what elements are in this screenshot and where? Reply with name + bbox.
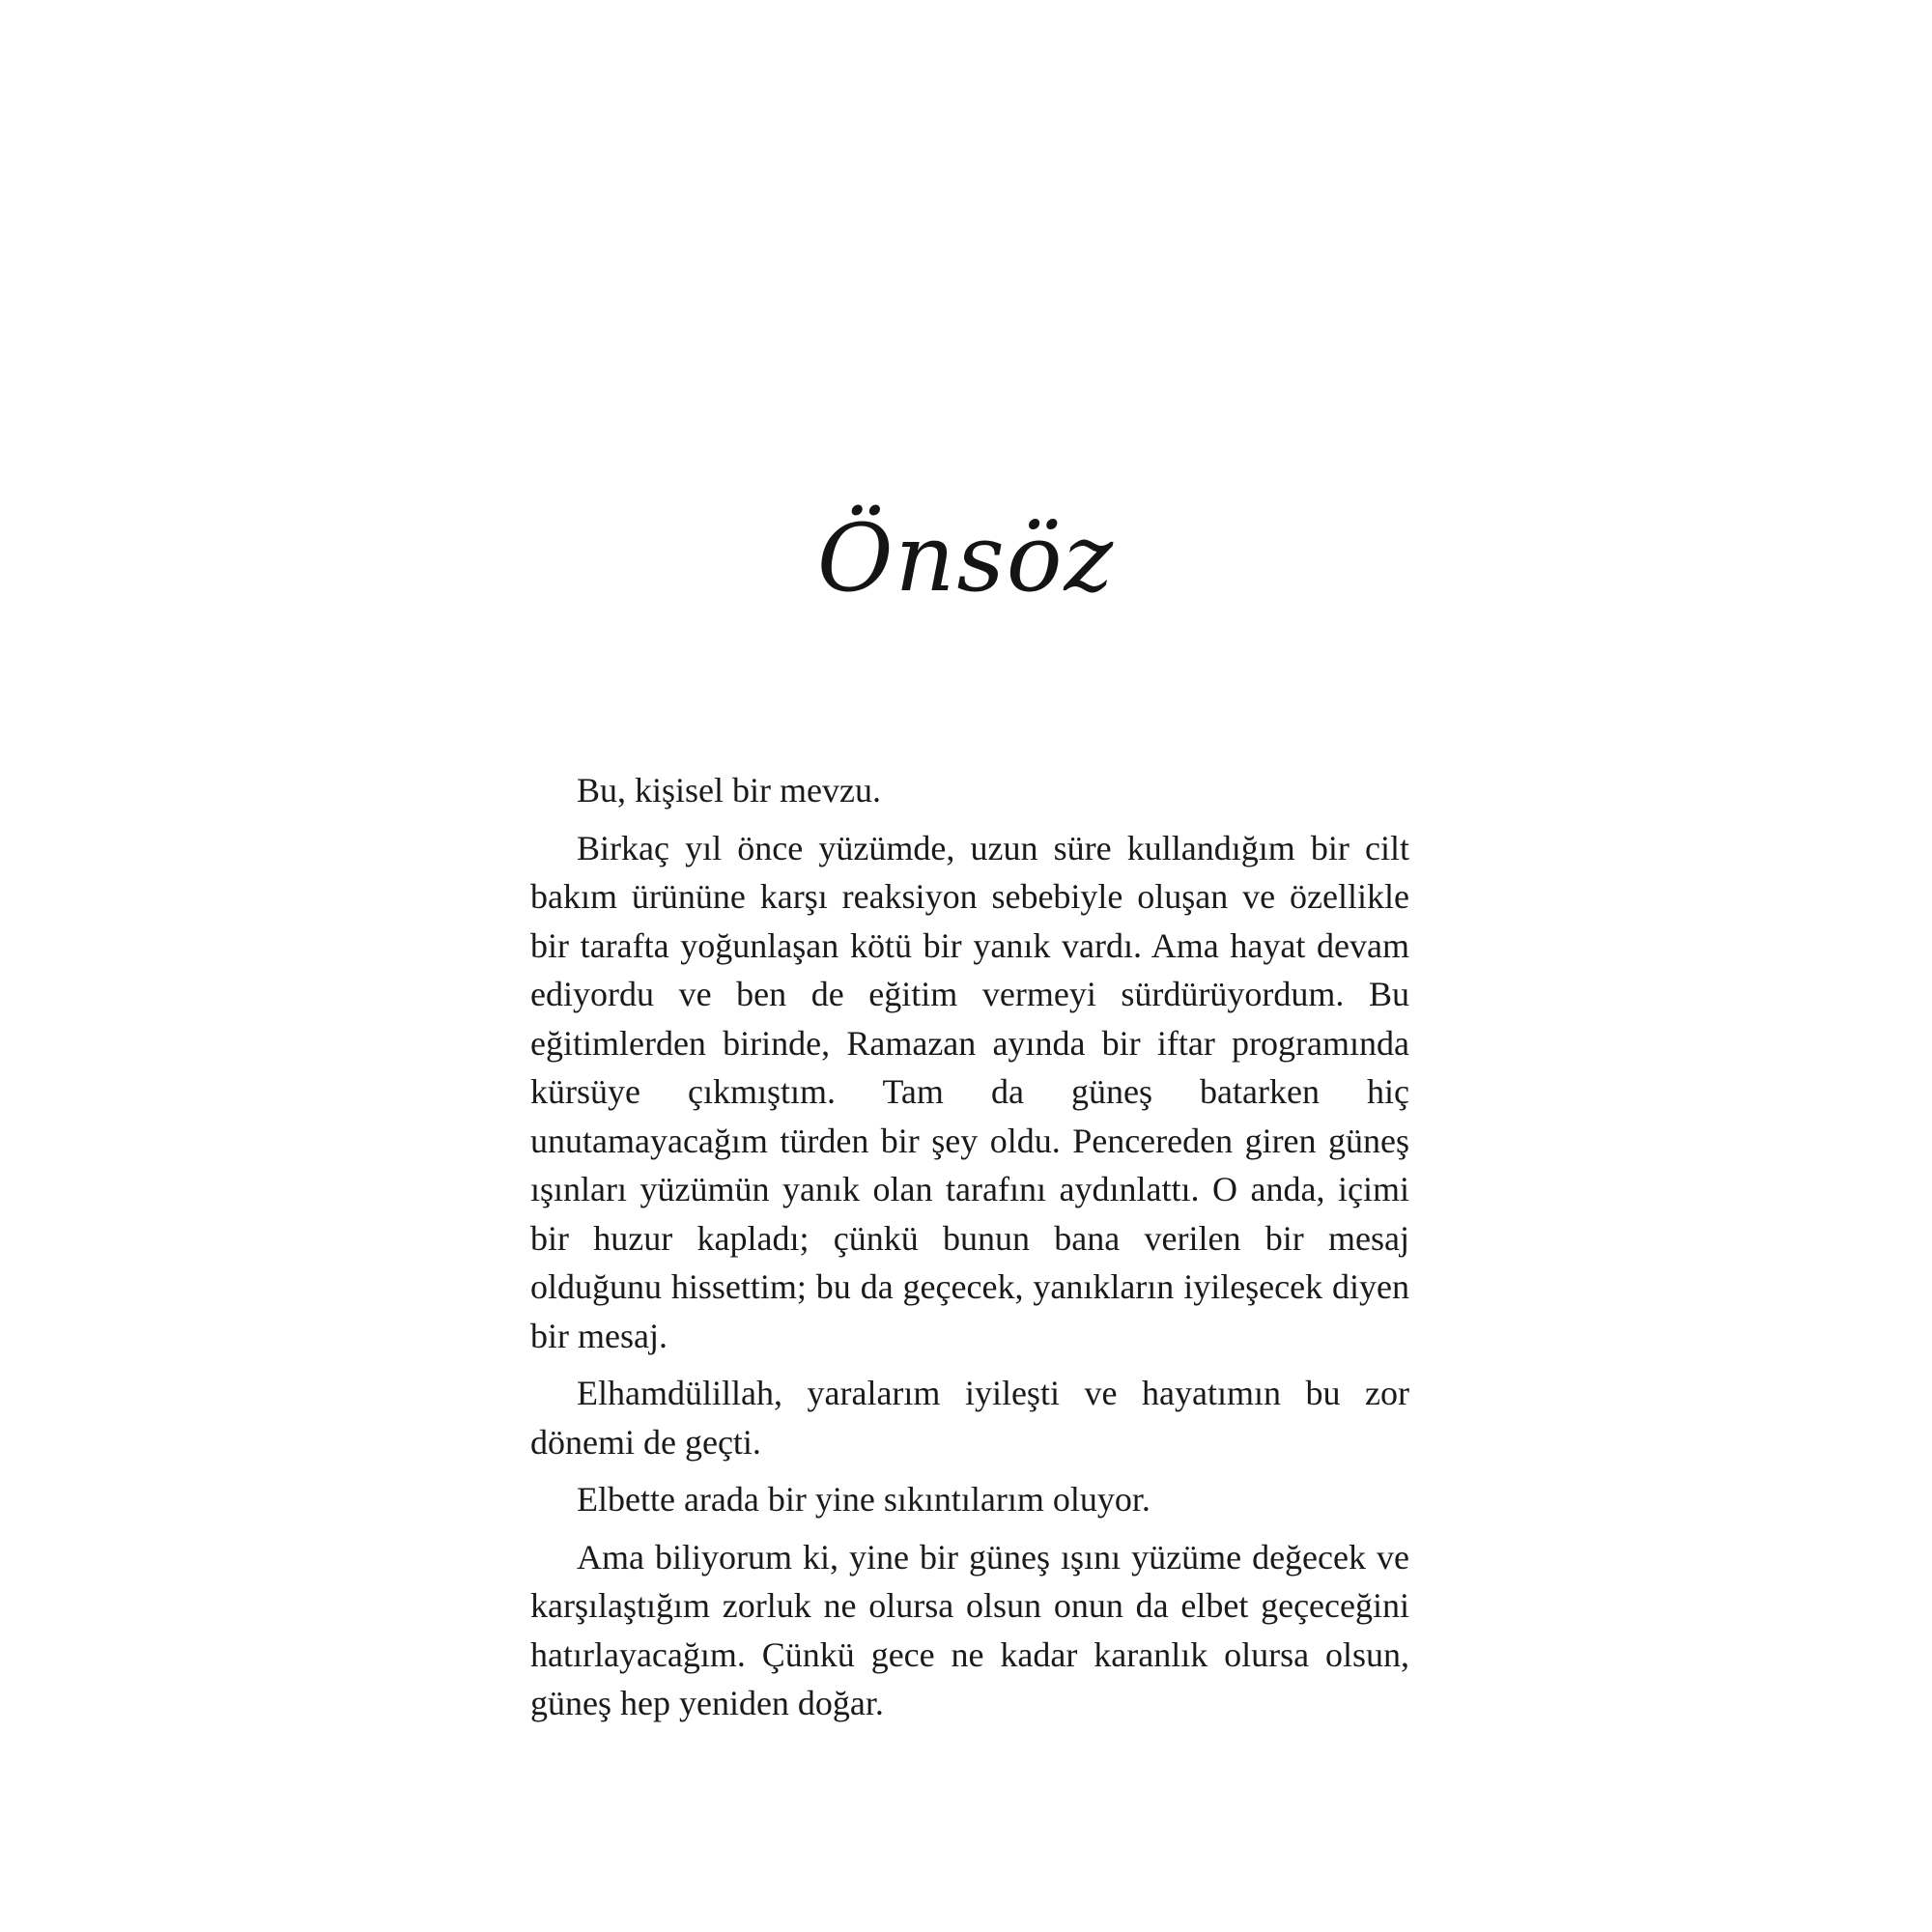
- paragraph-2: Birkaç yıl önce yüzümde, uzun süre kullandığım bir cilt bakım ürününe karşı reaksiyon sebebiyle oluşan ve özellikle bir tarafta yoğunlaşan kötü bir yanık vardı. Ama hayat devam ediyordu ve ben de eğitim vermeyi sürdürüyordum. Bu eğitimlerden birinde, Ramazan ayında bir iftar programında kürsüye çıkmıştım. Tam da güneş batarken hiç unutamayacağım türden bir şey oldu. Pencereden giren güneş ışınları yüzümün yanık olan tarafını aydınlattı. O anda, içimi bir huzur kapladı; çünkü bunun bana verilen bir mesaj olduğunu hissettim; bu da geçecek, yanıkların iyileşecek diyen bir mesaj.: [530, 828, 1409, 1355]
- chapter-title: Önsöz: [816, 504, 1116, 612]
- paragraph-4: Elbette arada bir yine sıkıntılarım oluyor.: [577, 1480, 1151, 1519]
- paragraph-3: Elhamdülillah, yaralarım iyileşti ve hayatımın bu zor dönemi de geçti.: [530, 1374, 1409, 1462]
- paragraph-1: Bu, kişisel bir mevzu.: [577, 771, 881, 810]
- paragraph-5: Ama biliyorum ki, yine bir güneş ışını yüzüme değecek ve karşılaştığım zorluk ne olursa olsun onun da elbet geçeceğini hatırlayacağım. Çünkü gece ne kadar karanlık olursa olsun, güneş hep yeniden doğar.: [530, 1537, 1409, 1722]
- body-text: [530, 766, 1409, 1737]
